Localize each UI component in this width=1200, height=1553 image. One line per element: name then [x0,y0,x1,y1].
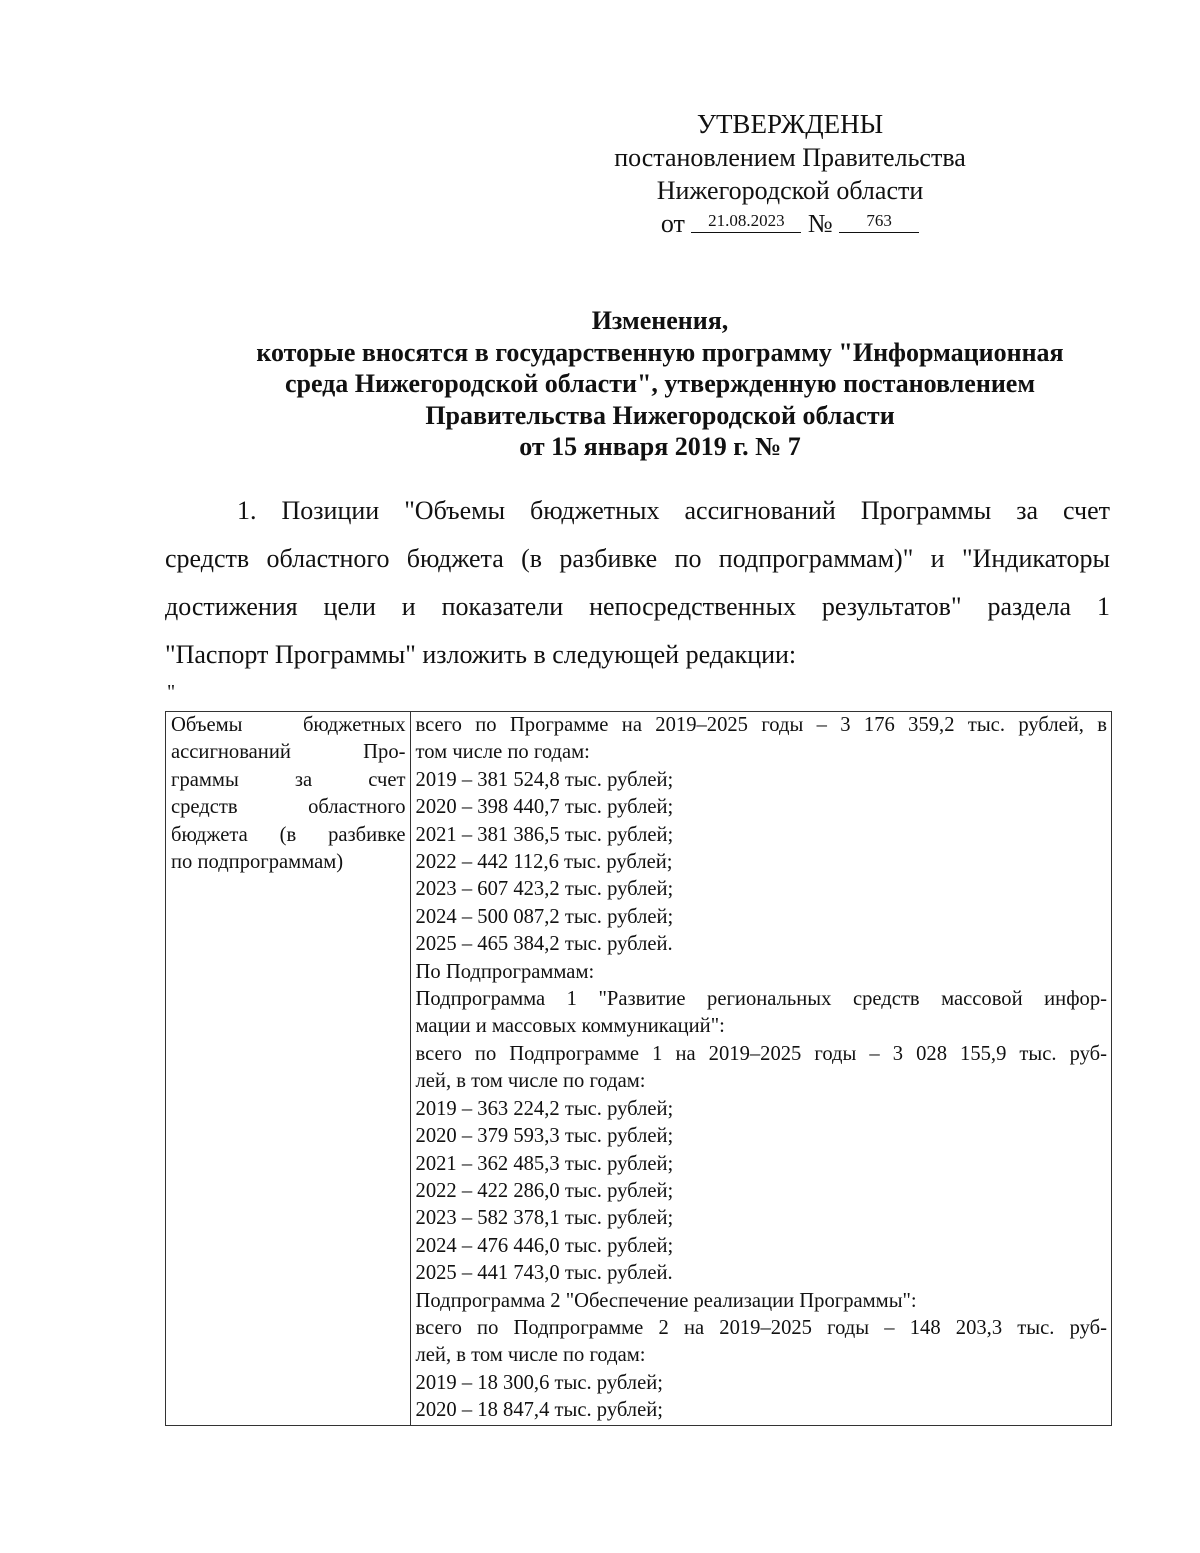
paragraph-line: "Паспорт Программы" изложить в следующей редакции: [165,640,797,669]
number-value: 763 [839,210,919,233]
label-line: по подпрограммам) [171,851,344,874]
value-line: лей, в том числе по годам: [415,1070,646,1093]
label-line: ассигнований Про- [171,741,406,764]
value-line: лей, в том числе по годам: [415,1344,646,1367]
approval-block [600,108,980,240]
value-line: Подпрограмма 1 "Развитие региональных средств массовой инфор- [415,988,1107,1011]
value-line: 2020 – 398 440,7 тыс. рублей; [415,796,674,819]
body-paragraph [165,487,1110,679]
value-line: 2022 – 442 112,6 тыс. рублей; [415,851,673,874]
value-line: всего по Программе на 2019–2025 годы – 3 176 359,2 тыс. рублей, в [415,714,1107,736]
number-sign: № [807,209,833,238]
value-line: 2020 – 18 847,4 тыс. рублей; [415,1399,663,1422]
title-line: Изменения, [591,306,729,335]
paragraph-line: средств областного бюджета (в разбивке по подпрограммам)" и "Индикаторы [165,544,1110,573]
value-line: 2024 – 476 446,0 тыс. рублей; [415,1234,674,1257]
value-line: 2019 – 381 524,8 тыс. рублей; [415,768,674,791]
value-line: 2022 – 422 286,0 тыс. рублей; [415,1179,674,1202]
approval-line-1: постановлением Правительства [614,143,966,172]
value-line: 2024 – 500 087,2 тыс. рублей; [415,905,674,928]
value-line: всего по Подпрограмме 2 на 2019–2025 годы – 148 203,3 тыс. руб- [415,1316,1107,1339]
date-prefix: от [660,209,685,238]
value-line: мации и массовых коммуникаций": [415,1015,725,1038]
value-line: Подпрограмма 2 "Обеспечение реализации Программы": [415,1289,917,1312]
value-line: По Подпрограммам: [415,960,595,983]
approval-dateline [600,207,980,240]
table-cell-value [410,712,1111,1426]
value-line: 2019 – 18 300,6 тыс. рублей; [415,1371,663,1394]
passport-table [165,711,1112,1426]
value-line: 2020 – 379 593,3 тыс. рублей; [415,1125,674,1148]
value-line: 2021 – 362 485,3 тыс. рублей; [415,1152,674,1175]
opening-quote: " [167,681,176,703]
table-cell-label [166,712,411,1426]
title-line: от 15 января 2019 г. № 7 [519,432,801,461]
label-line: Объемы бюджетных [171,714,406,736]
title-line: среда Нижегородской области", утвержденную постановлением [284,369,1036,398]
label-line: бюджета (в разбивке [171,823,406,846]
value-line: 2023 – 607 423,2 тыс. рублей; [415,878,674,901]
value-line: 2025 – 465 384,2 тыс. рублей. [415,933,673,956]
value-line: 2025 – 441 743,0 тыс. рублей. [415,1262,673,1285]
date-value: 21.08.2023 [691,210,801,233]
value-line: том числе по годам: [415,741,590,764]
paragraph-line: 1. Позиции "Объемы бюджетных ассигнований Программы за счет [237,496,1110,525]
value-line: всего по Подпрограмме 1 на 2019–2025 годы – 3 028 155,9 тыс. руб- [415,1042,1107,1065]
label-line: средств областного [171,796,406,819]
table-row [166,712,1112,1426]
approval-line-2: Нижегородской области [656,176,924,205]
label-line: граммы за счет [171,768,406,791]
value-line: 2023 – 582 378,1 тыс. рублей; [415,1207,674,1230]
title-line: Правительства Нижегородской области [425,400,895,430]
title-line: которые вносятся в государственную программу "Информационная [256,337,1064,367]
value-line: 2021 – 381 386,5 тыс. рублей; [415,823,674,846]
value-line: 2019 – 363 224,2 тыс. рублей; [415,1097,674,1120]
document-title [160,305,1160,463]
approval-heading: УТВЕРЖДЕНЫ [696,109,884,139]
paragraph-line: достижения цели и показатели непосредственных результатов" раздела 1 [165,592,1110,621]
